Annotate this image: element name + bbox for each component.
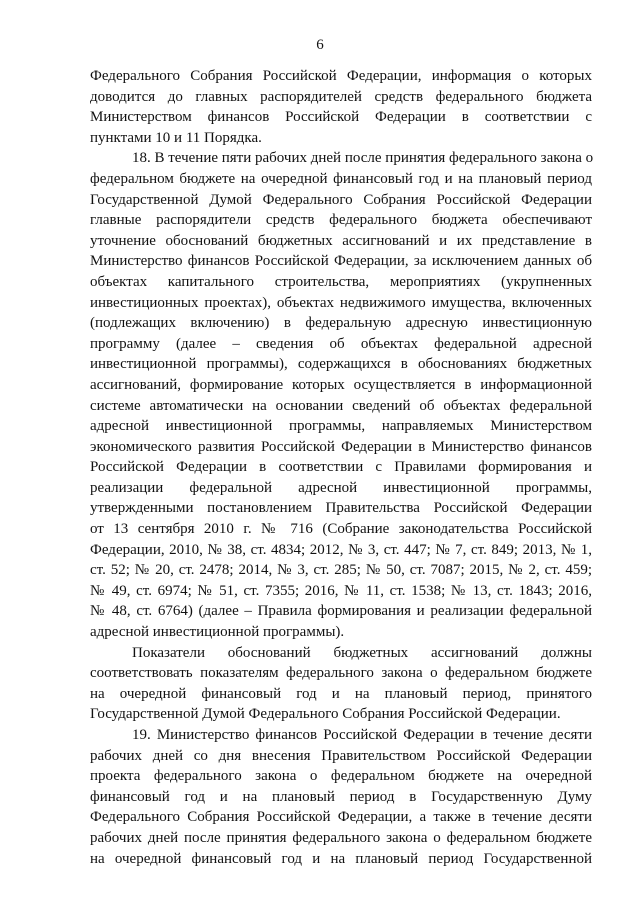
- text-line: на очередной финансовый год и на плановый период, принятого: [90, 685, 592, 702]
- text-line: ассигнований, формирование которых осуществляется в информационной: [90, 376, 592, 393]
- text-line: пунктами 10 и 11 Порядка.: [90, 129, 262, 146]
- document-body: [90, 66, 592, 869]
- text-line: Федерального Собрания Российской Федерации, информация о которых: [90, 68, 592, 84]
- text-line: Российской Федерации в соответствии с Правилами формирования и: [90, 459, 592, 476]
- text-line: проекта федерального закона о федеральном бюджете на очередной: [90, 768, 592, 785]
- text-line: доводится до главных распорядителей средств федерального бюджета: [90, 88, 592, 105]
- text-line: утвержденными постановлением Правительства Российской Федерации: [90, 500, 592, 517]
- text-line: (подлежащих включению) в федеральную адресную инвестиционную: [90, 315, 592, 332]
- text-line: инвестиционной программы), содержащихся в обоснованиях бюджетных: [90, 356, 592, 373]
- paragraph-item-18: [90, 148, 592, 642]
- text-line: главные распорядители средств федерального бюджета обеспечивают: [90, 212, 592, 229]
- text-line: экономического развития Российской Федерации в Министерство финансов: [90, 438, 592, 455]
- text-line: Государственной Думой Федерального Собрания Российской Федерации.: [90, 706, 561, 723]
- text-line: рабочих дней со дня внесения Правительством Российской Федерации: [90, 747, 592, 764]
- text-line: программу (далее – сведения об объектах федеральной адресной: [90, 335, 592, 352]
- text-line: Федерального Собрания Российской Федерации, а также в течение десяти: [90, 809, 592, 826]
- text-line: Министерством финансов Российской Федерации в соответствии с: [90, 109, 592, 126]
- text-line: 18. В течение пяти рабочих дней после принятия федерального закона о: [132, 150, 594, 167]
- text-line: ст. 52; № 20, ст. 2478; 2014, № 3, ст. 285; № 50, ст. 7087; 2015, № 2, ст. 459;: [90, 562, 592, 579]
- text-line: Государственной Думой Федерального Собрания Российской Федерации: [90, 191, 592, 208]
- text-line: № 48, ст. 6764) (далее – Правила формирования и реализации федеральной: [90, 603, 592, 620]
- text-line: адресной инвестиционной программы).: [90, 624, 345, 641]
- text-line: системе автоматически на основании сведений об объектах федеральной: [90, 397, 592, 414]
- paragraph-indicators: [90, 643, 592, 725]
- text-line: на очередной финансовый год и на плановый период Государственной: [90, 850, 592, 867]
- paragraph-continuation: [90, 66, 592, 148]
- text-line: соответствовать показателям федерального закона о федеральном бюджете: [90, 665, 592, 682]
- text-line: от 13 сентября 2010 г. № 716 (Собрание законодательства Российской: [90, 521, 592, 538]
- text-line: Министерство финансов Российской Федерации, за исключением данных об: [90, 253, 592, 270]
- text-line: реализации федеральной адресной инвестиционной программы,: [90, 479, 592, 496]
- text-line: инвестиционных проектах), объектах недвижимого имущества, включенных: [90, 294, 592, 311]
- text-line: Показатели обоснований бюджетных ассигнований должны: [132, 644, 592, 661]
- paragraph-item-19: [90, 725, 592, 869]
- text-line: адресной инвестиционной программы, направляемых Министерством: [90, 418, 592, 435]
- page-number: 6: [316, 37, 324, 53]
- text-line: федеральном бюджете на очередной финансовый год и на плановый период: [90, 170, 592, 187]
- text-line: Федерации, 2010, № 38, ст. 4834; 2012, № 3, ст. 447; № 7, ст. 849; 2013, № 1,: [90, 541, 592, 558]
- text-line: рабочих дней после принятия федерального закона о федеральном бюджете: [90, 829, 592, 846]
- text-line: уточнение обоснований бюджетных ассигнований и их представление в: [90, 232, 592, 249]
- text-line: финансовый год и на плановый период в Государственную Думу: [90, 788, 592, 805]
- text-line: 19. Министерство финансов Российской Федерации в течение десяти: [132, 727, 592, 743]
- text-line: объектах капитального строительства, мероприятиях (укрупненных: [90, 273, 592, 290]
- text-line: № 49, ст. 6974; № 51, ст. 7355; 2016, № 11, ст. 1538; № 13, ст. 1843; 2016,: [90, 582, 592, 599]
